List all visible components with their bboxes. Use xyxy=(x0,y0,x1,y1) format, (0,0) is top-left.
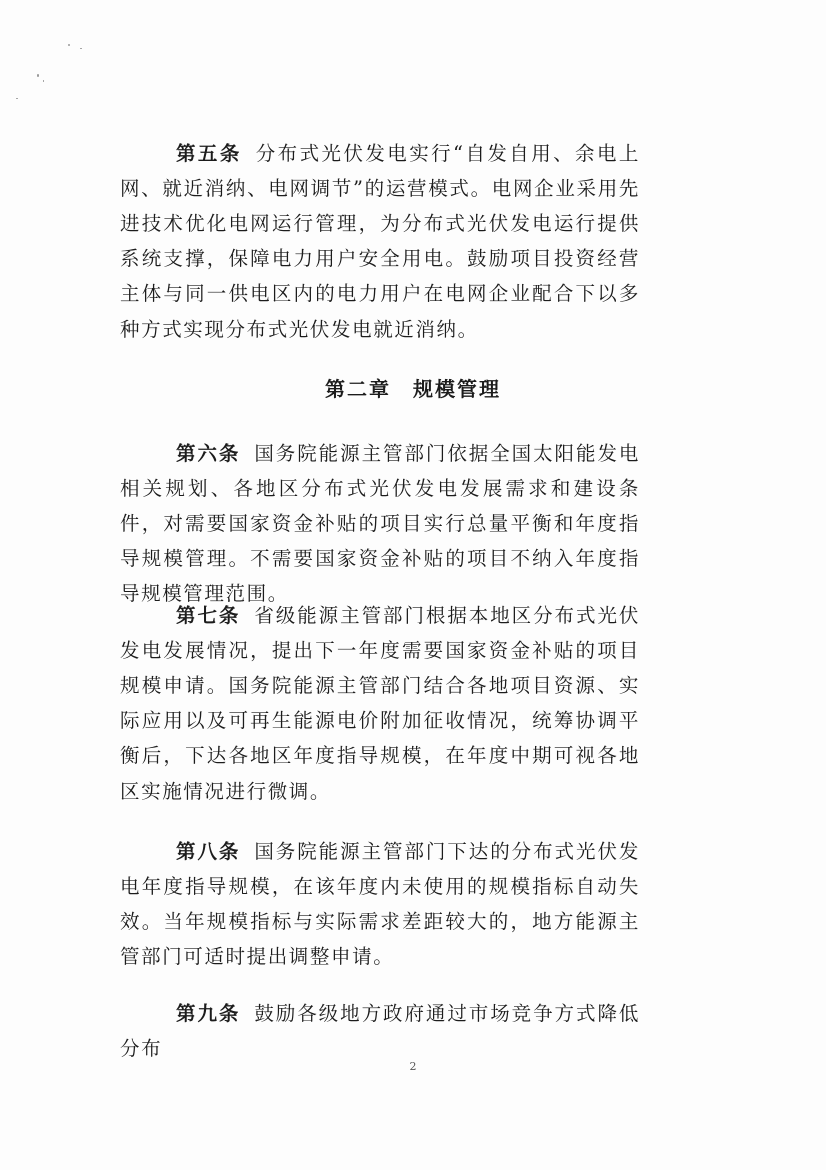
article-9 xyxy=(120,996,640,1066)
article-label: 第七条 xyxy=(176,603,241,627)
chapter-number: 第二章 xyxy=(325,377,391,401)
article-label: 第六条 xyxy=(176,441,241,465)
article-6 xyxy=(120,436,640,612)
article-label: 第五条 xyxy=(176,141,242,165)
scan-speck xyxy=(37,74,39,77)
article-label: 第八条 xyxy=(176,839,241,863)
scan-speck xyxy=(68,44,70,46)
scan-speck xyxy=(16,98,18,99)
article-text: 省级能源主管部门根据本地区分布式光伏发电发展情况，提出下一年度需要国家资金补贴的项目规模申请。国务院能源主管部门结合各地项目资源、实际应用以及可再生能源电价附加征收情况，统筹协调平衡后，下达各地区年度指导规模，在年度中期可视各地区实施情况进行微调。 xyxy=(120,603,640,803)
scan-speck xyxy=(80,48,82,49)
article-5 xyxy=(120,136,640,347)
article-label: 第九条 xyxy=(176,1001,241,1025)
article-text: 鼓励各级地方政府通过市场竞争方式降低分布 xyxy=(120,1001,640,1060)
article-text: 国务院能源主管部门下达的分布式光伏发电年度指导规模，在该年度内未使用的规模指标自动失效。当年规模指标与实际需求差距较大的，地方能源主管部门可适时提出调整申请。 xyxy=(120,839,640,969)
chapter-heading xyxy=(0,373,826,402)
chapter-title: 规模管理 xyxy=(413,377,501,401)
article-8 xyxy=(120,834,640,975)
scan-speck xyxy=(43,80,44,82)
article-text: 分布式光伏发电实行“自发自用、余电上网、就近消纳、电网调节”的运营模式。电网企业采用先进技术优化电网运行管理，为分布式光伏发电运行提供系统支撑，保障电力用户安全用电。鼓励项目投资经营主体与同一供电区内的电力用户在电网企业配合下以多种方式实现分布式光伏发电就近消纳。 xyxy=(120,141,640,341)
page-number: 2 xyxy=(409,1060,417,1073)
article-7 xyxy=(120,598,640,809)
article-text: 国务院能源主管部门依据全国太阳能发电相关规划、各地区分布式光伏发电发展需求和建设条件，对需要国家资金补贴的项目实行总量平衡和年度指导规模管理。不需要国家资金补贴的项目不纳入年度指导规模管理范围。 xyxy=(120,441,640,606)
